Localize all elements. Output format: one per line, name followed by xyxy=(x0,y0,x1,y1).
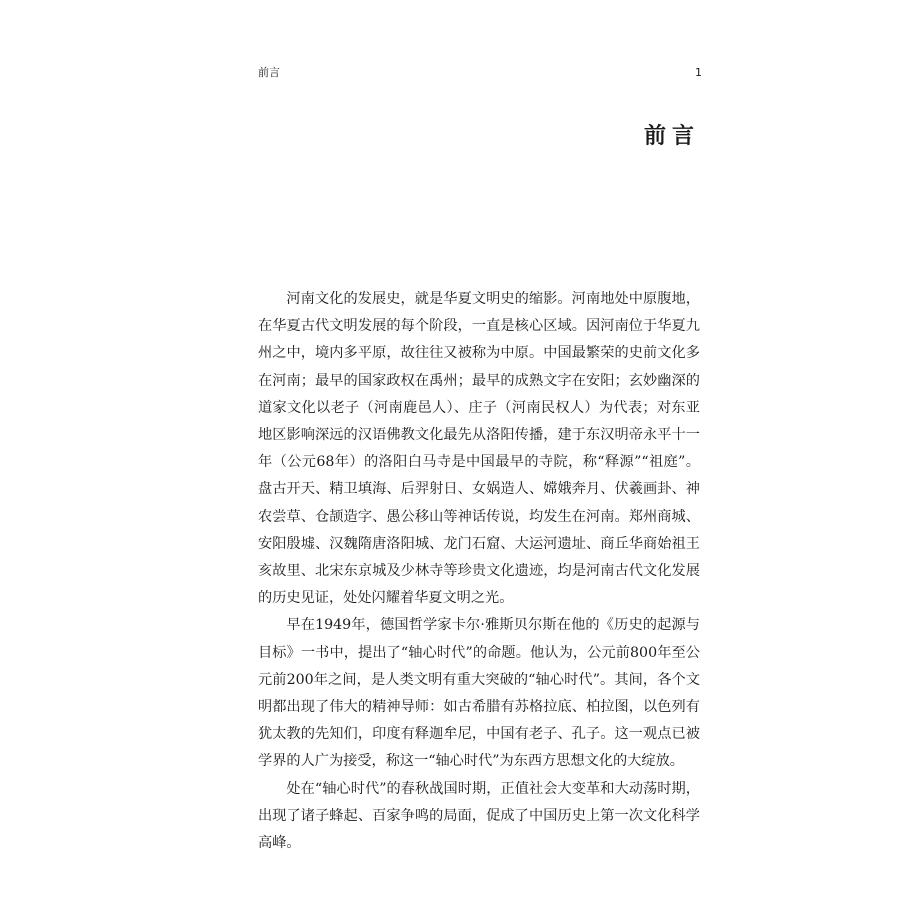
paragraph: 处在“轴心时代”的春秋战国时期，正值社会大变革和大动荡时期，出现了诸子蜂起、百家争鸣的局面，促成了中国历史上第一次文化科学高峰。 xyxy=(258,780,700,852)
paragraph: 早在1949年，德国哲学家卡尔·雅斯贝尔斯在他的《历史的起源与目标》一书中，提出了“轴心时代”的命题。他认为，公元前800年至公元前200年之间，是人类文明有重大突破的“轴心时代”。其间，各个文明都出现了伟大的精神导师：如古希腊有苏格拉底、柏拉图，以色列有犹太教的先知们，印度有释迦牟尼，中国有老子、孔子。这一观点已被学界的人广为接受，称这一“轴心时代”为东西方思想文化的大绽放。 xyxy=(258,617,700,770)
body-text xyxy=(258,286,700,857)
page-number: 1 xyxy=(695,66,702,79)
running-head: 前言 xyxy=(258,66,280,79)
paragraph: 河南文化的发展史，就是华夏文明史的缩影。河南地处中原腹地，在华夏古代文明发展的每个阶段，一直是核心区域。因河南位于华夏九州之中，境内多平原，故往往又被称为中原。中国最繁荣的史前文化多在河南；最早的国家政权在禹州；最早的成熟文字在安阳；玄妙幽深的道家文化以老子（河南鹿邑人）、庄子（河南民权人）为代表；对东亚地区影响深远的汉语佛教文化最先从洛阳传播，建于东汉明帝永平十一年（公元68年）的洛阳白马寺是中国最早的寺院，称“释源”“祖庭”。盘古开天、精卫填海、后羿射日、女娲造人、嫦娥奔月、伏羲画卦、神农尝草、仓颉造字、愚公移山等神话传说，均发生在河南。郑州商城、安阳殷墟、汉魏隋唐洛阳城、龙门石窟、大运河遗址、商丘华商始祖王亥故里、北宋东京城及少林寺等珍贵文化遗迹，均是河南古代文化发展的历史见证，处处闪耀着华夏文明之光。 xyxy=(258,291,700,607)
chapter-title: 前言 xyxy=(643,124,700,149)
